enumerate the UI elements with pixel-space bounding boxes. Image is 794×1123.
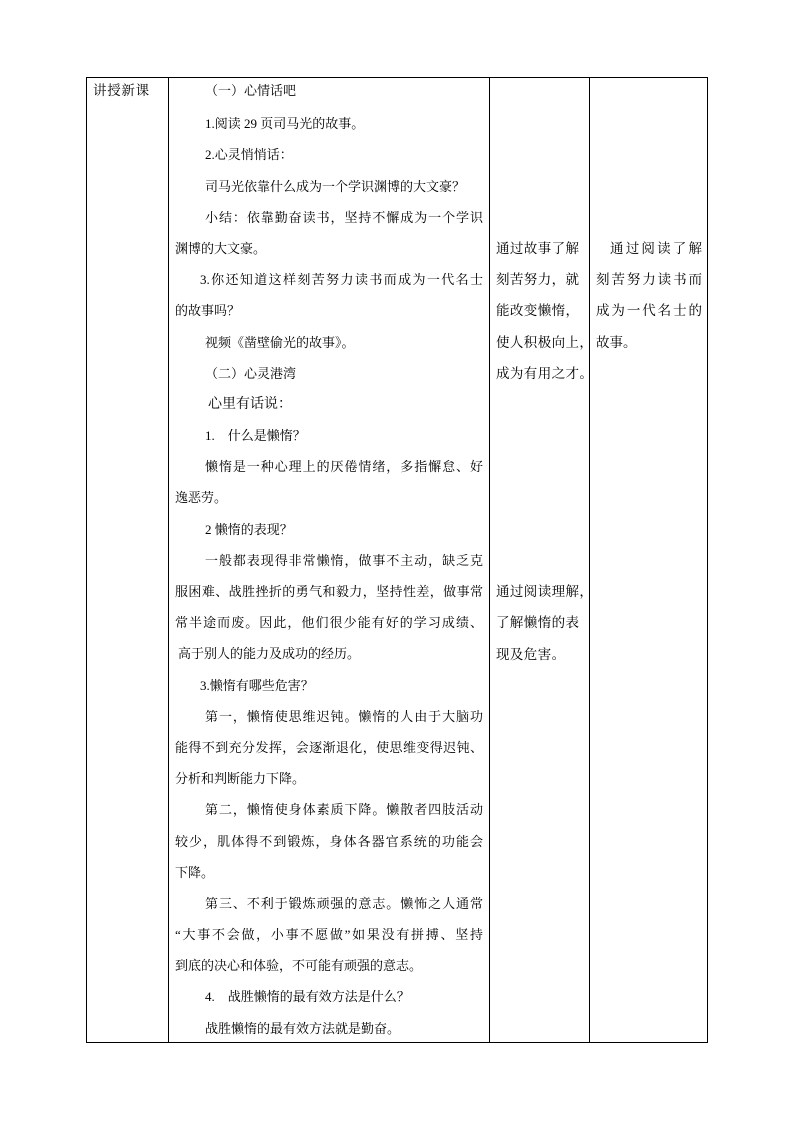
intent-block bbox=[496, 576, 594, 670]
goal-cell bbox=[589, 78, 707, 1042]
intent-cell bbox=[489, 78, 594, 1042]
content-line: 1. 什么是懒惰？ bbox=[205, 428, 306, 444]
content-line: 到底的决心和体验，不可能有顽强的意志。 bbox=[175, 958, 423, 974]
content-line: 一般都表现得非常懒惰，做事不主动，缺乏克 bbox=[205, 552, 483, 568]
intent-line: 刻苦努力，就 bbox=[496, 272, 580, 288]
content-line: 常半途而废。因此，他们很少能有好的学习成绩、 bbox=[175, 615, 483, 631]
content-line: 懒惰是一种心理上的厌倦情绪，多指懈怠、好 bbox=[205, 459, 483, 475]
content-line: 心里有话说： bbox=[208, 396, 292, 412]
intent-line: 能改变懒惰， bbox=[496, 303, 580, 319]
content-line: （一）心情话吧 bbox=[205, 83, 297, 98]
content-line: 1.阅读 29 页司马光的故事。 bbox=[205, 116, 365, 132]
intent-line: 了解懒惰的表 bbox=[496, 615, 580, 631]
intent-line: 通过阅读理解， bbox=[496, 584, 594, 600]
stage-label: 讲授新课 bbox=[93, 83, 150, 98]
content-line: 小结：依靠勤奋读书，坚持不懈成为一个学识 bbox=[205, 209, 483, 225]
content-line: 渊博的大文豪。 bbox=[175, 240, 267, 256]
content-line: 战胜懒惰的最有效方法就是勤奋。 bbox=[205, 1020, 401, 1036]
stage-cell bbox=[87, 78, 168, 1042]
goal-line: 故事。 bbox=[596, 334, 637, 350]
intent-line: 成为有用之才。 bbox=[496, 365, 594, 381]
content-line: 能得不到充分发挥，会逐渐退化，使思维变得迟钝、 bbox=[175, 739, 483, 755]
intent-line: 现及危害。 bbox=[496, 646, 566, 662]
stage-lines bbox=[93, 77, 168, 108]
content-line: 分析和判断能力下降。 bbox=[175, 771, 306, 787]
goal-line: 通过阅读了解 bbox=[610, 241, 702, 256]
content-lines bbox=[175, 77, 483, 1044]
content-line: 下降。 bbox=[175, 864, 215, 880]
content-line: 视频《凿壁偷光的故事》。 bbox=[205, 334, 355, 350]
content-line: 2.心灵悄悄话： bbox=[205, 147, 293, 163]
content-line: 4. 战胜懒惰的最有效方法是什么？ bbox=[205, 989, 410, 1005]
goal-lines bbox=[596, 233, 702, 358]
content-line: 第一，懒惰使思维迟钝。懒惰的人由于大脑功 bbox=[205, 708, 483, 724]
content-line: 逸恶劳。 bbox=[175, 490, 228, 506]
content-line: 高于别人的能力及成功的经历。 bbox=[178, 646, 361, 662]
intent-lines bbox=[496, 233, 594, 670]
lesson-plan-table bbox=[86, 77, 708, 1043]
content-line: 第二，懒惰使身体素质下降。懒散者四肢活动 bbox=[205, 802, 483, 818]
content-line: 3.你还知道这样刻苦努力读书而成为一代名士 bbox=[200, 272, 483, 288]
content-cell bbox=[168, 78, 489, 1042]
goal-line: 成为一代名士的 bbox=[596, 303, 702, 319]
content-line: “大事不会做，小事不愿做”如果没有拼搏、坚持 bbox=[175, 927, 483, 943]
content-line: 司马光依靠什么成为一个学识渊博的大文豪？ bbox=[205, 178, 466, 194]
content-line: （二）心灵港湾 bbox=[205, 365, 297, 381]
intent-line: 使人积极向上， bbox=[496, 334, 594, 350]
content-line: 第三、不利于锻炼顽强的意志。懒怖之人通常 bbox=[205, 895, 483, 911]
content-line: 较少，肌体得不到锻炼，身体各器官系统的功能会 bbox=[175, 833, 483, 849]
content-line: 服困难、战胜挫折的勇气和毅力，坚持性差，做事常 bbox=[175, 584, 483, 599]
intent-line: 通过故事了解 bbox=[496, 241, 580, 256]
goal-line: 刻苦努力读书而 bbox=[596, 272, 702, 288]
content-line: 3.懒惰有哪些危害？ bbox=[200, 677, 314, 693]
content-line: 2 懒惰的表现？ bbox=[205, 521, 293, 537]
content-line: 的故事吗？ bbox=[175, 303, 241, 319]
goal-block bbox=[596, 233, 702, 358]
intent-block bbox=[496, 233, 594, 389]
